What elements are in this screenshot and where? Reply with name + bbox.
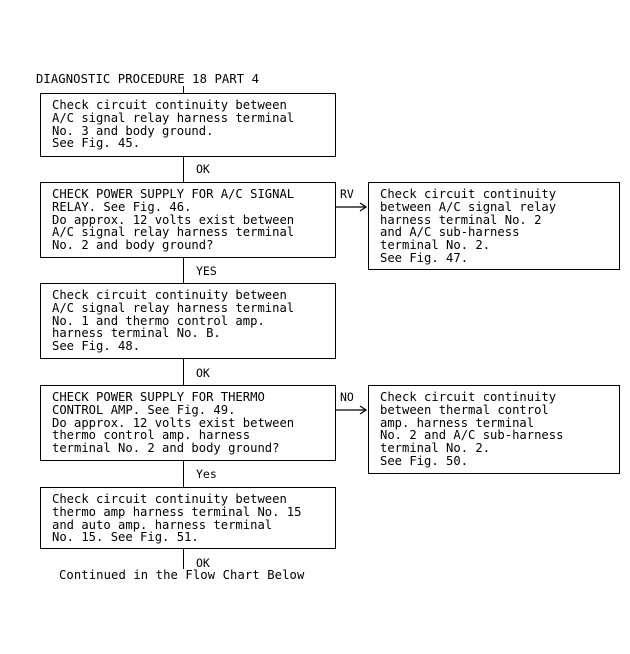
step-1-result-label: OK [196, 162, 210, 176]
step-2-branch-text: Check circuit continuity between A/C signal relay harness terminal No. 2 and A/C sub-harness terminal No. 2. See Fig. 47. [380, 187, 557, 265]
connector-line [183, 359, 184, 385]
step-1-text: Check circuit continuity between A/C signal relay harness terminal No. 3 and body ground. See Fig. 45. [52, 98, 295, 151]
step-4-branch-text: Check circuit continuity between thermal control amp. harness terminal No. 2 and A/C sub-harness terminal No. 2. See Fig. 50. [380, 390, 564, 468]
step-2-text: CHECK POWER SUPPLY FOR A/C SIGNAL RELAY. See Fig. 46. Do approx. 12 volts exist between A/C signal relay harness terminal No. 2 and body ground? [52, 187, 295, 253]
step-4-branch-label: NO [340, 390, 354, 404]
step-2-branch-box [368, 182, 620, 270]
step-2-branch-label: RV [340, 187, 354, 201]
step-4-box [40, 385, 336, 461]
step-5-result-label: OK [196, 556, 210, 570]
continued-note: Continued in the Flow Chart Below [59, 568, 305, 582]
step-4-text: CHECK POWER SUPPLY FOR THERMO CONTROL AMP. See Fig. 49. Do approx. 12 volts exist between thermo control amp. harness terminal No. 2 and body ground? [52, 390, 295, 456]
step-2-box [40, 182, 336, 258]
step-4-result-label: Yes [196, 467, 217, 481]
step-2-result-label: YES [196, 264, 217, 278]
step-3-result-label: OK [196, 366, 210, 380]
step-5-text: Check circuit continuity between thermo amp harness terminal No. 15 and auto amp. harness terminal No. 15. See Fig. 51. [52, 492, 302, 545]
step-4-branch-box [368, 385, 620, 474]
step-3-text: Check circuit continuity between A/C signal relay harness terminal No. 1 and thermo control amp. harness terminal No. B. See Fig. 48. [52, 288, 295, 354]
connector-line [183, 86, 184, 93]
connector-line [183, 549, 184, 569]
step-5-box [40, 487, 336, 549]
step-3-box [40, 283, 336, 359]
branch-arrow [336, 202, 368, 212]
connector-line [183, 157, 184, 182]
step-1-box [40, 93, 336, 157]
connector-line [183, 461, 184, 487]
connector-line [183, 258, 184, 283]
diagram-title: DIAGNOSTIC PROCEDURE 18 PART 4 [36, 72, 260, 86]
branch-arrow [336, 405, 368, 415]
